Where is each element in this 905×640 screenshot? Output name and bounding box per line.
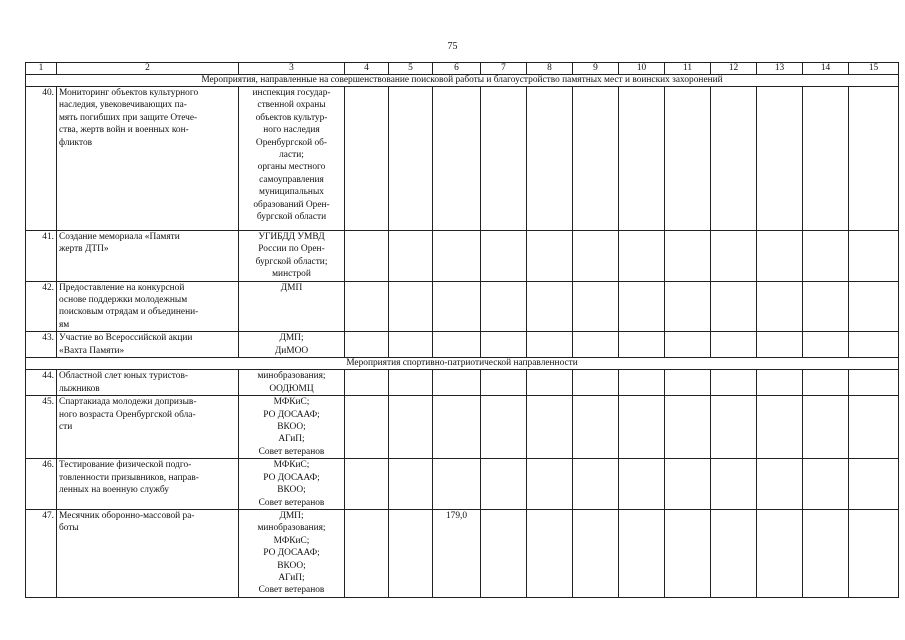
value-cell — [527, 459, 573, 510]
event-name-cell — [57, 370, 239, 396]
executor-line: бургской области; — [255, 256, 328, 267]
value-cell — [665, 281, 711, 332]
event-name-line: сти — [59, 422, 73, 433]
value-cell — [481, 87, 527, 231]
executor-line: РО ДОСААФ; — [263, 472, 320, 483]
table-row — [26, 281, 899, 332]
event-name-line: товленности призывников, направ- — [59, 472, 199, 483]
executor-line: ВКОО; — [277, 422, 306, 433]
event-name-cell — [57, 396, 239, 459]
value-cell — [345, 396, 389, 459]
value-cell — [619, 509, 665, 597]
event-name-line: основе поддержки молодежным — [59, 295, 188, 306]
value-cell — [665, 87, 711, 231]
row-number: 41. — [26, 231, 57, 282]
value-cell — [711, 370, 757, 396]
value-cell — [573, 370, 619, 396]
executor-line: ВКОО; — [277, 485, 306, 496]
executor-line: ДМП — [280, 282, 303, 293]
event-name-line: Спартакиада молодежи допризыв- — [59, 397, 197, 408]
value-cell — [803, 87, 849, 231]
value-cell — [619, 370, 665, 396]
value-cell — [711, 509, 757, 597]
event-name-line: боты — [59, 523, 79, 534]
value-cell — [345, 281, 389, 332]
event-name-cell — [57, 231, 239, 282]
row-number: 45. — [26, 396, 57, 459]
value-cell — [665, 370, 711, 396]
value-cell — [573, 87, 619, 231]
value-cell — [803, 281, 849, 332]
executor-line: ВКОО; — [277, 560, 306, 571]
value-cell — [345, 231, 389, 282]
value-cell — [433, 231, 481, 282]
executor-line: муниципальных — [259, 187, 324, 198]
executor-line: ного наследия — [263, 125, 320, 136]
column-number-14: 14 — [803, 63, 849, 75]
value-cell — [803, 370, 849, 396]
event-name-cell — [57, 87, 239, 231]
executor-line: ДМП; — [279, 333, 304, 344]
value-cell — [665, 231, 711, 282]
value-cell — [711, 332, 757, 358]
value-cell — [389, 231, 433, 282]
value-cell — [619, 332, 665, 358]
value-cell — [849, 87, 899, 231]
table-row — [26, 231, 899, 282]
executor-line: ДМП; — [279, 510, 304, 521]
value-cell — [757, 87, 803, 231]
value-cell — [849, 281, 899, 332]
column-number-11: 11 — [665, 63, 711, 75]
value-cell — [849, 459, 899, 510]
executor-cell — [239, 509, 345, 597]
header-row — [26, 63, 899, 75]
event-name-line: Мониторинг объектов культурного — [59, 88, 199, 98]
value-cell — [433, 396, 481, 459]
executor-line: самоуправления — [259, 174, 324, 185]
event-name-line: лыжников — [59, 383, 100, 394]
event-name-cell — [57, 509, 239, 597]
executor-cell — [239, 332, 345, 358]
value-cell — [389, 459, 433, 510]
executor-line: АГиП; — [278, 434, 305, 445]
column-number-3: 3 — [239, 63, 345, 75]
event-name-line: Тестирование физической подго- — [59, 460, 192, 471]
executor-line: образований Орен- — [253, 199, 330, 210]
table-row — [26, 370, 899, 396]
executor-line: России по Орен- — [258, 244, 325, 255]
value-cell — [345, 459, 389, 510]
value-cell — [573, 509, 619, 597]
row-number: 44. — [26, 370, 57, 396]
value-cell — [803, 231, 849, 282]
value-cell — [527, 231, 573, 282]
value-cell — [433, 281, 481, 332]
value-cell — [803, 332, 849, 358]
event-name-line: ства, жертв войн и военных кон- — [59, 125, 189, 136]
executor-line: МФКиС; — [273, 460, 310, 471]
value-cell — [433, 332, 481, 358]
column-number-9: 9 — [573, 63, 619, 75]
column-number-5: 5 — [389, 63, 433, 75]
executor-line: ственной охраны — [257, 100, 326, 111]
value-cell — [481, 459, 527, 510]
event-name-cell — [57, 459, 239, 510]
value-cell — [481, 231, 527, 282]
plan-table — [25, 62, 899, 598]
table-row — [26, 459, 899, 510]
row-number: 43. — [26, 332, 57, 358]
executor-line: МФКиС; — [273, 397, 310, 408]
value-cell — [573, 281, 619, 332]
executor-line: Оренбургской об- — [255, 137, 328, 148]
value-cell — [389, 370, 433, 396]
value-cell — [389, 87, 433, 231]
row-number: 46. — [26, 459, 57, 510]
event-name-line: наследия, увековечивающих па- — [59, 100, 187, 111]
section-title: Мероприятия, направленные на совершенствование поисковой работы и благоустройство памятных мест и воинских захоронений — [26, 75, 899, 87]
value-cell — [757, 370, 803, 396]
event-name-line: Месячник оборонно-массовой ра- — [59, 510, 195, 521]
value-cell — [665, 332, 711, 358]
value-cell — [803, 396, 849, 459]
value-cell — [433, 459, 481, 510]
value-cell — [389, 396, 433, 459]
column-number-1: 1 — [26, 63, 57, 75]
value-cell: 179,0 — [433, 509, 481, 597]
value-cell — [481, 281, 527, 332]
value-cell — [481, 332, 527, 358]
section-title: Мероприятия спортивно-патриотической направленности — [26, 358, 899, 370]
value-cell — [619, 87, 665, 231]
value-cell — [481, 509, 527, 597]
event-name-line: ям — [59, 319, 70, 330]
event-name-line: Предоставление на конкурсной — [59, 282, 185, 293]
value-cell — [527, 87, 573, 231]
table-body — [26, 63, 899, 598]
event-name-line: «Вахта Памяти» — [59, 345, 125, 356]
value-cell — [849, 396, 899, 459]
value-cell — [481, 370, 527, 396]
event-name-cell — [57, 281, 239, 332]
event-name-line: Создание мемориала «Памяти — [59, 232, 180, 242]
value-cell — [757, 396, 803, 459]
value-cell — [527, 332, 573, 358]
column-number-10: 10 — [619, 63, 665, 75]
value-cell — [527, 396, 573, 459]
column-number-15: 15 — [849, 63, 899, 75]
event-name-cell — [57, 332, 239, 358]
value-cell — [757, 459, 803, 510]
value-cell — [389, 332, 433, 358]
event-name-line: Участие во Всероссийской акции — [59, 333, 193, 344]
executor-cell — [239, 231, 345, 282]
executor-cell — [239, 370, 345, 396]
value-cell — [849, 370, 899, 396]
executor-line: РО ДОСААФ; — [263, 409, 320, 420]
value-cell — [481, 396, 527, 459]
event-name-line: ленных на военную службу — [59, 485, 169, 496]
value-cell — [573, 231, 619, 282]
executor-line: Совет ветеранов — [258, 585, 325, 596]
executor-line: инспекция государ- — [252, 88, 331, 98]
event-name-line: Областной слет юных туристов- — [59, 371, 188, 382]
executor-line: ласти; — [279, 150, 304, 161]
event-name-line: поисковым отрядам и объединени- — [59, 307, 199, 318]
executor-line: бургской области — [256, 212, 327, 223]
value-cell — [345, 370, 389, 396]
table-row — [26, 332, 899, 358]
section-heading-row — [26, 75, 899, 87]
value-cell — [803, 509, 849, 597]
value-cell — [711, 459, 757, 510]
value-cell — [849, 509, 899, 597]
executor-line: органы местного — [257, 162, 326, 173]
event-name-line: мять погибших при защите Отече- — [59, 112, 198, 123]
column-number-4: 4 — [345, 63, 389, 75]
value-cell — [345, 332, 389, 358]
value-cell — [527, 370, 573, 396]
value-cell — [849, 332, 899, 358]
value-cell — [619, 231, 665, 282]
value-cell — [757, 509, 803, 597]
value-cell — [757, 281, 803, 332]
column-number-6: 6 — [433, 63, 481, 75]
executor-line: объектов культур- — [255, 112, 328, 123]
value-cell — [711, 87, 757, 231]
value-cell — [527, 509, 573, 597]
executor-line: РО ДОСААФ; — [263, 548, 320, 559]
value-cell — [619, 396, 665, 459]
executor-line: ДиМОО — [274, 345, 309, 356]
value-cell — [527, 281, 573, 332]
executor-cell — [239, 87, 345, 231]
table-row — [26, 509, 899, 597]
value-cell — [757, 231, 803, 282]
event-name-line: жертв ДТП» — [59, 244, 109, 255]
value-cell — [345, 87, 389, 231]
value-cell — [711, 396, 757, 459]
executor-line: ООДЮМЦ — [269, 383, 314, 394]
executor-line: минстрой — [272, 269, 311, 280]
value-cell — [849, 231, 899, 282]
value-cell — [433, 370, 481, 396]
value-cell — [619, 459, 665, 510]
value-cell — [665, 396, 711, 459]
executor-line: минобразования; — [257, 523, 326, 534]
column-number-7: 7 — [481, 63, 527, 75]
table-row — [26, 396, 899, 459]
value-cell — [389, 509, 433, 597]
value-cell — [573, 396, 619, 459]
event-name-line: фликтов — [59, 137, 93, 148]
column-number-12: 12 — [711, 63, 757, 75]
table-row — [26, 87, 899, 231]
value-cell — [345, 509, 389, 597]
value-cell — [433, 87, 481, 231]
value-cell — [665, 509, 711, 597]
column-number-8: 8 — [527, 63, 573, 75]
row-number: 47. — [26, 509, 57, 597]
executor-line: минобразования; — [257, 371, 326, 382]
row-number: 42. — [26, 281, 57, 332]
executor-cell — [239, 396, 345, 459]
executor-line: Совет ветеранов — [258, 497, 325, 508]
executor-line: АГиП; — [278, 572, 305, 583]
value-cell — [573, 332, 619, 358]
executor-line: МФКиС; — [273, 535, 310, 546]
row-number: 40. — [26, 87, 57, 231]
value-cell — [711, 231, 757, 282]
column-number-13: 13 — [757, 63, 803, 75]
section-heading-row — [26, 358, 899, 370]
column-number-2: 2 — [57, 63, 239, 75]
value-cell — [619, 281, 665, 332]
value-cell — [389, 281, 433, 332]
value-cell — [803, 459, 849, 510]
value-cell — [757, 332, 803, 358]
executor-cell — [239, 459, 345, 510]
value-cell — [711, 281, 757, 332]
executor-line: Совет ветеранов — [258, 446, 325, 457]
value-cell — [573, 459, 619, 510]
executor-cell — [239, 281, 345, 332]
event-name-line: ного возраста Оренбургской обла- — [59, 409, 196, 420]
executor-line: УГИБДД УМВД — [258, 232, 325, 242]
value-cell — [665, 459, 711, 510]
page-number: 75 — [447, 41, 458, 52]
